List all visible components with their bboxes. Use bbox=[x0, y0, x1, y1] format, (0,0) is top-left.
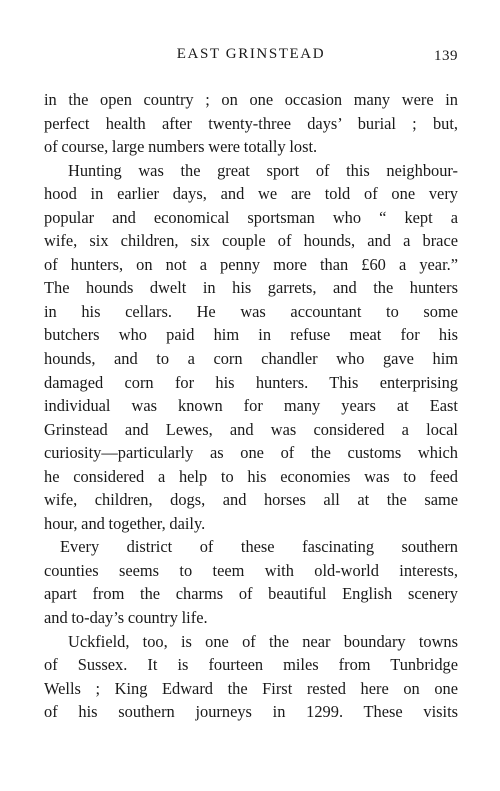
text-line: in his cellars. He was accountant to some bbox=[44, 301, 458, 321]
page-number: 139 bbox=[434, 48, 458, 64]
text-line: hounds, and to a corn chandler who gave him bbox=[44, 349, 458, 369]
running-title: EAST GRINSTEAD bbox=[176, 46, 326, 62]
text-line: he considered a help to his economies was to feed bbox=[44, 466, 458, 486]
text-line: The hounds dwelt in his garrets, and the hunters bbox=[44, 278, 458, 298]
text-line: damaged corn for his hunters. This enterprising bbox=[44, 372, 458, 392]
text-line: hood in earlier days, and we are told of one very bbox=[44, 184, 458, 204]
text-line: individual was known for many years at East bbox=[44, 396, 458, 416]
text-line: butchers who paid him in refuse meat for his bbox=[44, 325, 458, 345]
text-line: perfect health after twenty-three days’ burial ; but, bbox=[44, 113, 458, 133]
text-line: of hunters, on not a penny more than £60 a year.” bbox=[44, 254, 458, 274]
text-line: curiosity—particularly as one of the customs which bbox=[44, 443, 458, 463]
running-head bbox=[44, 46, 458, 70]
text-line: Grinstead and Lewes, and was considered a local bbox=[44, 419, 458, 439]
text-line: of Sussex. It is fourteen miles from Tunbridge bbox=[44, 655, 458, 675]
text-line: counties seems to teem with old-world interests, bbox=[44, 560, 458, 580]
text-line: popular and economical sportsman who “ kept a bbox=[44, 207, 458, 227]
text-line: wife, children, dogs, and horses all at the same bbox=[44, 490, 458, 510]
body-text bbox=[44, 88, 458, 724]
text-line: apart from the charms of beautiful English scenery bbox=[44, 584, 458, 604]
text-line: hour, and together, daily. bbox=[44, 513, 206, 533]
paragraph-start-line: Hunting was the great sport of this neighbour- bbox=[68, 160, 458, 180]
text-line: of course, large numbers were totally lost. bbox=[44, 137, 318, 157]
paragraph-start-line: Every district of these fascinating southern bbox=[60, 537, 458, 557]
text-line: in the open country ; on one occasion many were in bbox=[44, 90, 458, 109]
text-line: and to-day’s country life. bbox=[44, 608, 208, 628]
paragraph-start-line: Uckfield, too, is one of the near boundary towns bbox=[68, 631, 458, 651]
text-line: Wells ; King Edward the First rested here on one bbox=[44, 678, 458, 698]
text-line: wife, six children, six couple of hounds, and a brace bbox=[44, 231, 458, 251]
text-line: of his southern journeys in 1299. These visits bbox=[44, 702, 458, 722]
